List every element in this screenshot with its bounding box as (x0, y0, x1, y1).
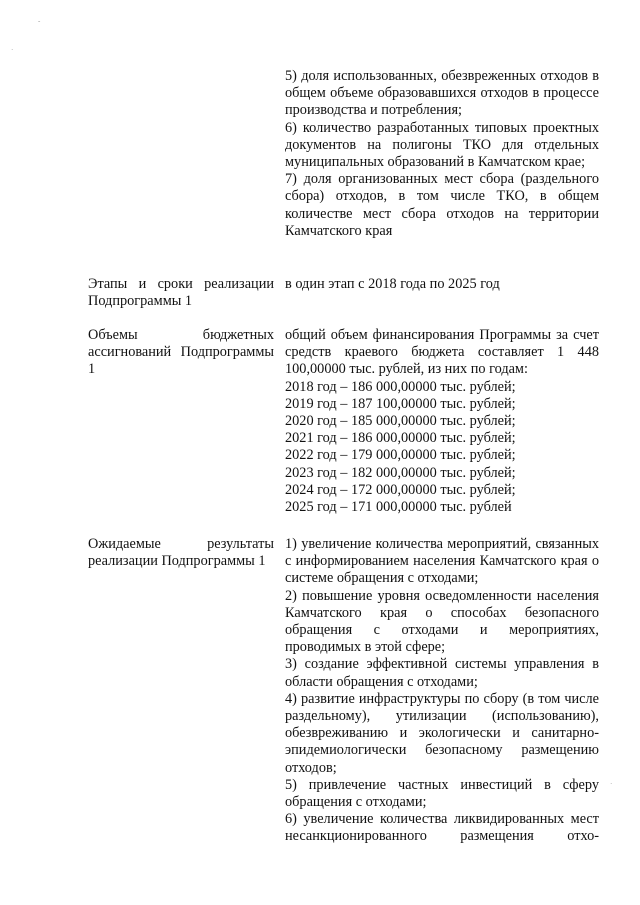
budget-year-2022: 2022 год – 179 000,00000 тыс. рублей; (285, 447, 516, 464)
indicators-list (285, 68, 599, 240)
results-label: Ожидаемые результаты реализации Подпрограммы 1 (88, 536, 274, 570)
budget-year-2023: 2023 год – 182 000,00000 тыс. рублей; (285, 464, 516, 481)
scan-mark-top: - (38, 17, 41, 25)
results-list (285, 536, 599, 846)
budget-year-2025: 2025 год – 171 000,00000 тыс. рублей (285, 499, 512, 516)
budget-year-2018: 2018 год – 186 000,00000 тыс. рублей; (285, 378, 516, 395)
budget-intro: общий объем финансирования Программы за счет средств краевого бюджета составляет 1 448 100,00000 тыс. рублей, из них по годам: (285, 327, 599, 378)
budget-year-2024: 2024 год – 172 000,00000 тыс. рублей; (285, 481, 516, 498)
budget-content (285, 327, 599, 516)
scan-mark-right: · (610, 780, 613, 788)
result-item-2: 2) повышение уровня осведомленности населения Камчатского края о способах безопасного обращения с отходами и мероприятиях, проводимых в этой сфере; (285, 587, 599, 656)
indicator-item-6: 6) количество разработанных типовых проектных документов на полигоны ТКО для отдельных муниципальных образований в Камчатском крае; (285, 119, 599, 171)
indicator-item-5: 5) доля использованных, обезвреженных отходов в общем объеме образовавшихся отходов в процессе производства и потребления; (285, 68, 599, 119)
result-item-6: 6) увеличение количества ликвидированных мест несанкционированного размещения отхо- (285, 811, 599, 845)
scan-mark-left: · (11, 46, 14, 54)
stages-value: в один этап с 2018 года по 2025 год (285, 276, 500, 292)
budget-years-list (285, 379, 599, 517)
budget-year-2021: 2021 год – 186 000,00000 тыс. рублей; (285, 430, 516, 447)
result-item-5: 5) привлечение частных инвестиций в сферу обращения с отходами; (285, 776, 599, 811)
budget-year-2019: 2019 год – 187 100,00000 тыс. рублей; (285, 395, 516, 412)
result-item-1: 1) увеличение количества мероприятий, связанных с информированием населения Камчатского края о системе обращения с отходами; (285, 536, 599, 587)
budget-year-2020: 2020 год – 185 000,00000 тыс. рублей; (285, 413, 516, 430)
result-item-3: 3) создание эффективной системы управления в области обращения с отходами; (285, 656, 599, 690)
stages-label: Этапы и сроки реализации Подпрограммы 1 (88, 276, 274, 310)
budget-label: Объемы бюджетных ассигнований Подпрограммы 1 (88, 327, 274, 378)
indicator-item-7: 7) доля организованных мест сбора (раздельного сбора) отходов, в том числе ТКО, в общем количестве мест сбора отходов на территории Камчатского края (285, 171, 599, 239)
result-item-4: 4) развитие инфраструктуры по сбору (в том числе раздельному), утилизации (использованию), обезвреживанию и экологически и санитарно-эпидемиологически безопасному размещению отходов; (285, 690, 599, 776)
